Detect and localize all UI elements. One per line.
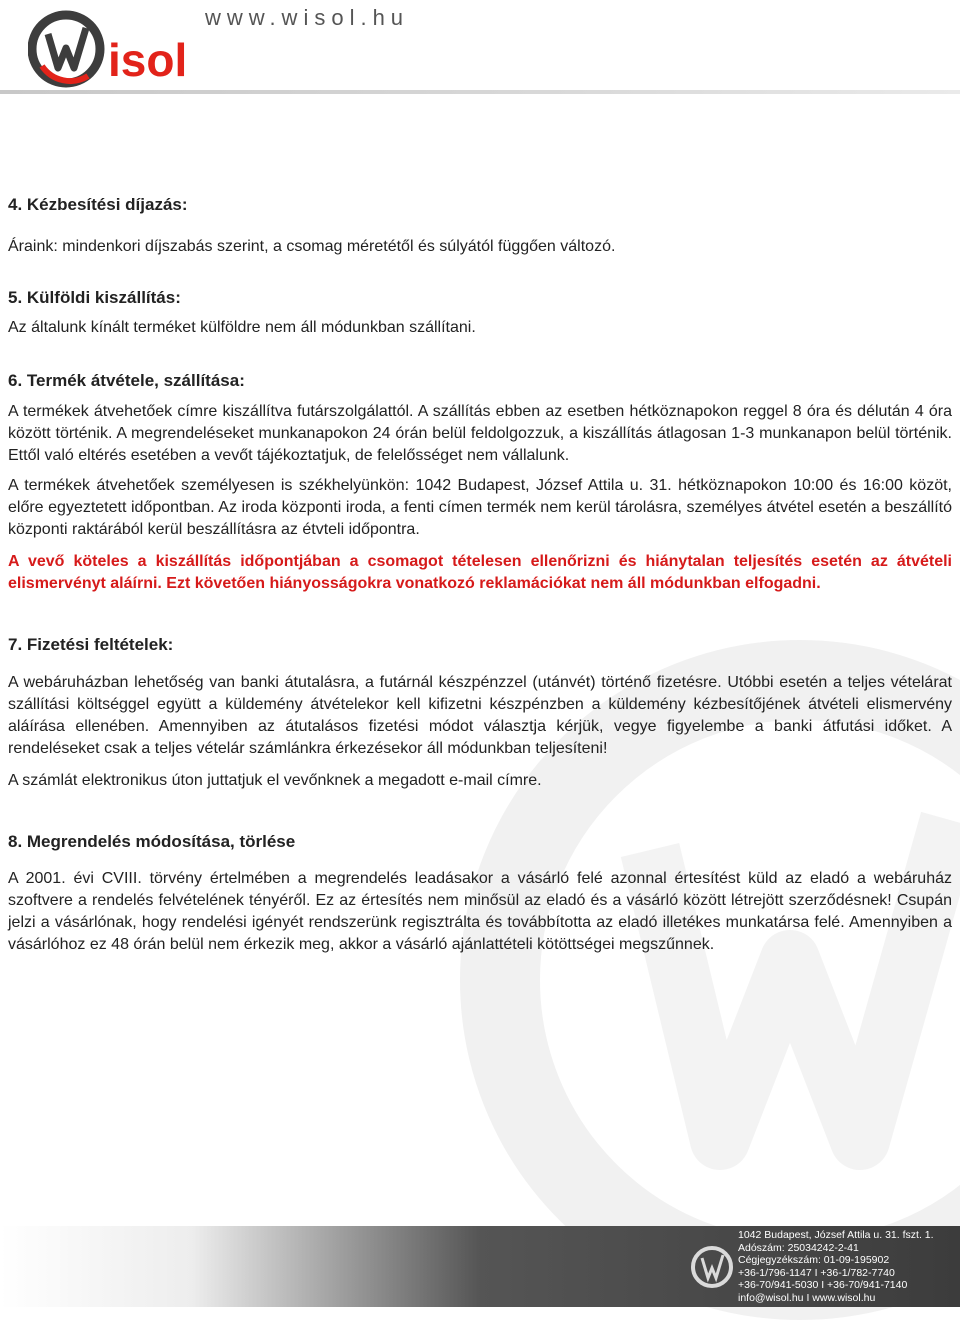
footer-contact-block (738, 1229, 934, 1305)
header-url: www.wisol.hu (205, 5, 410, 30)
footer-email-web: info@wisol.hu I www.wisol.hu (738, 1291, 876, 1304)
paragraph: A számlát elektronikus úton juttatjuk el vevőnknek a megadott e-mail címre. (8, 772, 542, 789)
paragraph: A webáruházban lehetőség van banki átutalásra, a futárnál készpénzzel (utánvét) történő fizetésre. Utóbbi esetén a teljes vételárat szállítási költséggel együtt a küldemény átvételekor kell kifizetni készpénzben a küldemény kézbesítőjének átvételi elismervény aláírása ellenében. Amennyiben az átutalásos fizetési módot választja kérjük, vegye figyelembe a banki átfutási időket. A rendeléseket csak a teljes vételár számlánkra érkezésekor áll módunkban teljesíteni! (8, 674, 952, 757)
header-divider (0, 90, 960, 94)
warning-paragraph: A vevő köteles a kiszállítás időpontjában a csomagot tételesen ellenőrizni és hiánytalan teljesítés esetén az átvételi elismervényt aláírni. Ezt követően hiányosságokra vonatkozó reklamációkat nem áll módunkban elfogadni. (8, 553, 952, 592)
footer-tax-number: Adószám: 25034242-2-41 (738, 1241, 859, 1254)
paragraph: A termékek átvehetőek személyesen is székhelyünkön: 1042 Budapest, József Attila u. 31. hétköznapokon 10:00 és 16:00 közöt, előre egyeztetett időpontban. Az iroda központi iroda, a fenti címen termék nem kerül tárolásra, személyes átvétel esetén a beszállító központi raktárából kerül beszállításra az étvteli időpontra. (8, 477, 952, 538)
section-title: 8. Megrendelés módosítása, törlése (8, 832, 296, 851)
section-title: 6. Termék átvétele, szállítása: (8, 371, 245, 390)
section-title: 7. Fizetési feltételek: (8, 635, 174, 654)
paragraph: Az általunk kínált terméket külföldre nem áll módunkban szállítani. (8, 319, 476, 336)
footer-logo-icon (690, 1238, 734, 1296)
section-title: 4. Kézbesítési díjazás: (8, 195, 188, 214)
paragraph: Áraink: mindenkori díjszabás szerint, a csomag méretétől és súlyától függően változó. (8, 238, 616, 255)
document-body (8, 195, 952, 956)
paragraph: A termékek átvehetőek címre kiszállítva futárszolgálattól. A szállítás ebben az esetben hétköznapokon reggel 8 óra és délután 4 óra között történik. A megrendeléseket munkanapokon 24 órán belül feldolgozzuk, a kiszállítás átlagosan 1-3 munkanapon belül történik. Ettől való eltérés esetében a vevőt tájékoztatjuk, de felelősséget nem vállalunk. (8, 403, 952, 464)
footer-phones-2: +36-70/941-5030 I +36-70/941-7140 (738, 1279, 908, 1292)
wisol-logo (28, 6, 228, 92)
footer-company-registration: Cégjegyzékszám: 01-09-195902 (738, 1254, 890, 1267)
footer-address: 1042 Budapest, József Attila u. 31. fszt. 1. (738, 1229, 934, 1241)
svg-text:isol: isol (108, 34, 188, 86)
section-title: 5. Külföldi kiszállítás: (8, 288, 181, 307)
footer-phones-1: +36-1/796-1147 I +36-1/782-7740 (738, 1266, 895, 1279)
paragraph: A 2001. évi CVIII. törvény értelmében a megrendelés leadásakor a vásárló felé azonnal értesítést küld az eladó a webáruház szoftvere a rendelés felvételének tényéről. Ez az értesítés nem minősül az eladó és a vásárló között létrejött szerződésnek! Csupán jelzi a vásárlónak, hogy rendelési igényét rendszerünk regisztrálta és továbbította az eladó illetékes munkatársa felé. Amennyiben a vásárlóhoz ez 48 órán belül nem érkezik meg, akkor a vásárló ajánlattételi kötöttségei megszűnnek. (8, 870, 952, 953)
